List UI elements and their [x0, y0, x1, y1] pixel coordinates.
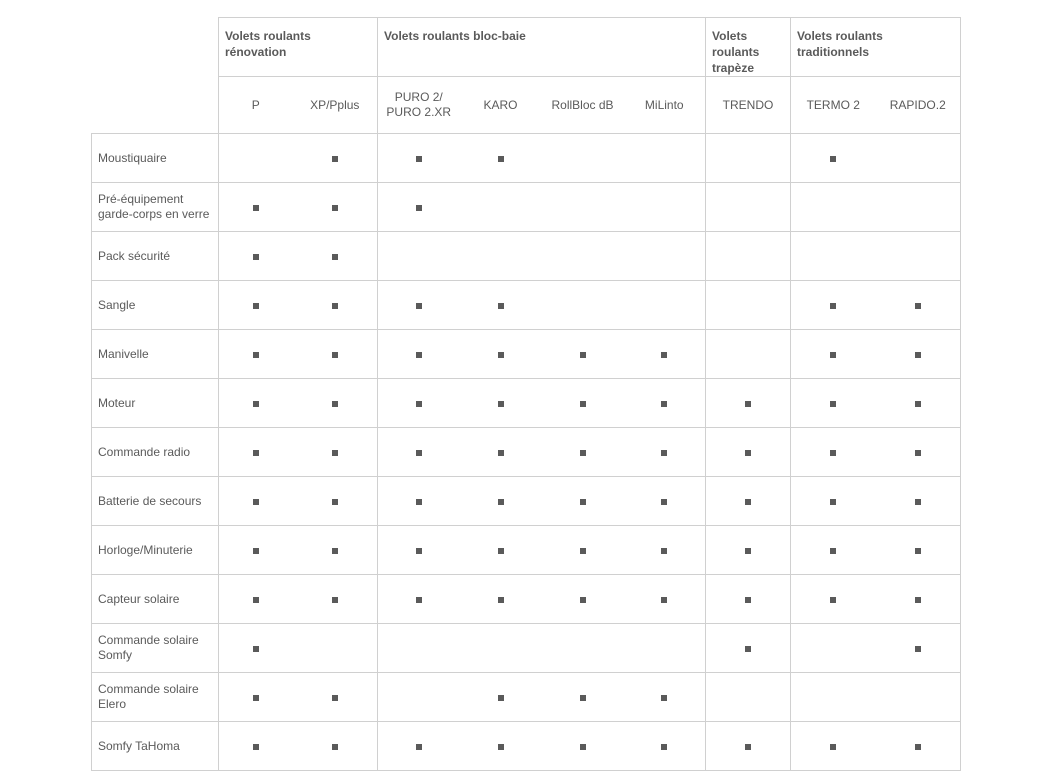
availability-cell: [876, 281, 961, 330]
available-square-icon: [253, 254, 259, 260]
availability-cell: [219, 722, 293, 771]
availability-cell: [293, 232, 378, 281]
available-square-icon: [332, 548, 338, 554]
availability-cell: [706, 722, 791, 771]
available-square-icon: [416, 401, 422, 407]
availability-cell: [791, 379, 876, 428]
product-header: RollBloc dB: [542, 77, 624, 134]
availability-cell: [624, 281, 706, 330]
available-square-icon: [498, 548, 504, 554]
availability-cell: [706, 379, 791, 428]
availability-cell: [542, 379, 624, 428]
available-square-icon: [915, 548, 921, 554]
available-square-icon: [253, 597, 259, 603]
table-row: [92, 624, 961, 673]
availability-cell: [876, 624, 961, 673]
availability-cell: [791, 526, 876, 575]
availability-cell: [293, 330, 378, 379]
availability-cell: [706, 477, 791, 526]
available-square-icon: [830, 548, 836, 554]
availability-cell: [219, 526, 293, 575]
available-square-icon: [830, 597, 836, 603]
availability-cell: [876, 428, 961, 477]
availability-cell: [624, 183, 706, 232]
table-row: [92, 281, 961, 330]
available-square-icon: [580, 744, 586, 750]
availability-cell: [542, 330, 624, 379]
available-square-icon: [915, 744, 921, 750]
table-row: [92, 428, 961, 477]
row-label: Batterie de secours: [92, 477, 219, 526]
availability-cell: [293, 183, 378, 232]
availability-cell: [624, 379, 706, 428]
availability-cell: [706, 134, 791, 183]
available-square-icon: [915, 450, 921, 456]
corner-cell: [92, 77, 219, 134]
product-header: TERMO 2: [791, 77, 876, 134]
available-square-icon: [580, 401, 586, 407]
availability-cell: [378, 330, 460, 379]
available-square-icon: [253, 401, 259, 407]
available-square-icon: [253, 499, 259, 505]
availability-cell: [542, 134, 624, 183]
availability-cell: [791, 624, 876, 673]
availability-cell: [876, 477, 961, 526]
available-square-icon: [498, 450, 504, 456]
available-square-icon: [253, 303, 259, 309]
availability-cell: [624, 134, 706, 183]
availability-cell: [293, 722, 378, 771]
availability-cell: [378, 134, 460, 183]
availability-cell: [293, 477, 378, 526]
availability-cell: [624, 232, 706, 281]
availability-cell: [624, 624, 706, 673]
available-square-icon: [253, 352, 259, 358]
available-square-icon: [830, 744, 836, 750]
availability-cell: [791, 428, 876, 477]
table-row: [92, 232, 961, 281]
available-square-icon: [253, 205, 259, 211]
availability-cell: [219, 183, 293, 232]
product-header: P: [219, 77, 293, 134]
row-label: Sangle: [92, 281, 219, 330]
available-square-icon: [498, 303, 504, 309]
available-square-icon: [661, 450, 667, 456]
availability-cell: [460, 134, 542, 183]
availability-cell: [293, 134, 378, 183]
availability-cell: [791, 183, 876, 232]
availability-cell: [293, 624, 378, 673]
available-square-icon: [253, 548, 259, 554]
availability-cell: [219, 673, 293, 722]
available-square-icon: [830, 352, 836, 358]
availability-cell: [876, 379, 961, 428]
availability-cell: [791, 330, 876, 379]
available-square-icon: [830, 499, 836, 505]
available-square-icon: [332, 156, 338, 162]
availability-cell: [624, 673, 706, 722]
availability-cell: [219, 379, 293, 428]
available-square-icon: [498, 156, 504, 162]
available-square-icon: [253, 646, 259, 652]
availability-cell: [706, 232, 791, 281]
availability-cell: [706, 183, 791, 232]
availability-cell: [624, 722, 706, 771]
availability-cell: [293, 526, 378, 575]
row-label: Moustiquaire: [92, 134, 219, 183]
row-label: Horloge/Minuterie: [92, 526, 219, 575]
available-square-icon: [580, 450, 586, 456]
available-square-icon: [661, 695, 667, 701]
available-square-icon: [661, 499, 667, 505]
product-header-row: [92, 77, 961, 134]
group-header: Volets roulants rénovation: [219, 18, 378, 77]
product-header: KARO: [460, 77, 542, 134]
row-label: Commande solaire Elero: [92, 673, 219, 722]
available-square-icon: [332, 499, 338, 505]
availability-cell: [460, 722, 542, 771]
availability-cell: [293, 575, 378, 624]
available-square-icon: [416, 205, 422, 211]
available-square-icon: [416, 303, 422, 309]
product-header: TRENDO: [706, 77, 791, 134]
availability-cell: [876, 575, 961, 624]
availability-cell: [460, 281, 542, 330]
availability-cell: [706, 624, 791, 673]
available-square-icon: [580, 352, 586, 358]
availability-cell: [378, 624, 460, 673]
available-square-icon: [332, 352, 338, 358]
available-square-icon: [416, 597, 422, 603]
availability-cell: [876, 183, 961, 232]
availability-cell: [542, 281, 624, 330]
availability-cell: [460, 330, 542, 379]
group-header: Volets roulants traditionnels: [791, 18, 961, 77]
availability-cell: [706, 330, 791, 379]
available-square-icon: [580, 597, 586, 603]
availability-cell: [876, 134, 961, 183]
availability-cell: [378, 281, 460, 330]
availability-cell: [791, 575, 876, 624]
availability-cell: [791, 281, 876, 330]
table-row: [92, 526, 961, 575]
availability-cell: [378, 575, 460, 624]
available-square-icon: [332, 303, 338, 309]
available-square-icon: [416, 499, 422, 505]
availability-cell: [542, 428, 624, 477]
group-header-row: [92, 18, 961, 77]
availability-cell: [378, 428, 460, 477]
product-header: MiLinto: [624, 77, 706, 134]
row-label: Pack sécurité: [92, 232, 219, 281]
available-square-icon: [416, 744, 422, 750]
available-square-icon: [915, 597, 921, 603]
table-row: [92, 330, 961, 379]
table-row: [92, 722, 961, 771]
available-square-icon: [745, 744, 751, 750]
table-row: [92, 477, 961, 526]
available-square-icon: [580, 499, 586, 505]
availability-cell: [624, 526, 706, 575]
row-label: Somfy TaHoma: [92, 722, 219, 771]
availability-cell: [791, 722, 876, 771]
available-square-icon: [580, 548, 586, 554]
row-label: Commande radio: [92, 428, 219, 477]
availability-cell: [219, 477, 293, 526]
available-square-icon: [830, 156, 836, 162]
table-row: [92, 379, 961, 428]
availability-cell: [542, 575, 624, 624]
product-header: PURO 2/ PURO 2.XR: [378, 77, 460, 134]
availability-cell: [378, 379, 460, 428]
availability-cell: [706, 575, 791, 624]
availability-cell: [293, 281, 378, 330]
availability-cell: [460, 379, 542, 428]
availability-cell: [378, 526, 460, 575]
available-square-icon: [498, 695, 504, 701]
available-square-icon: [745, 548, 751, 554]
availability-cell: [219, 624, 293, 673]
availability-cell: [624, 477, 706, 526]
availability-cell: [542, 624, 624, 673]
available-square-icon: [332, 695, 338, 701]
availability-cell: [293, 673, 378, 722]
available-square-icon: [830, 303, 836, 309]
availability-cell: [460, 526, 542, 575]
available-square-icon: [745, 499, 751, 505]
available-square-icon: [915, 499, 921, 505]
availability-cell: [542, 526, 624, 575]
product-header: XP/Pplus: [293, 77, 378, 134]
available-square-icon: [498, 352, 504, 358]
row-label: Manivelle: [92, 330, 219, 379]
row-label: Pré-équipement garde-corps en verre: [92, 183, 219, 232]
available-square-icon: [416, 548, 422, 554]
availability-cell: [460, 624, 542, 673]
availability-cell: [460, 232, 542, 281]
availability-cell: [706, 281, 791, 330]
available-square-icon: [745, 401, 751, 407]
availability-cell: [542, 183, 624, 232]
availability-cell: [219, 281, 293, 330]
availability-cell: [876, 722, 961, 771]
available-square-icon: [580, 695, 586, 701]
row-label: Commande solaire Somfy: [92, 624, 219, 673]
row-label: Capteur solaire: [92, 575, 219, 624]
table-row: [92, 134, 961, 183]
table-row: [92, 673, 961, 722]
availability-cell: [219, 428, 293, 477]
availability-cell: [219, 575, 293, 624]
available-square-icon: [661, 352, 667, 358]
table-row: [92, 183, 961, 232]
available-square-icon: [745, 450, 751, 456]
available-square-icon: [745, 646, 751, 652]
available-square-icon: [498, 597, 504, 603]
availability-cell: [791, 134, 876, 183]
availability-cell: [460, 477, 542, 526]
availability-cell: [460, 428, 542, 477]
available-square-icon: [416, 156, 422, 162]
available-square-icon: [661, 548, 667, 554]
available-square-icon: [253, 695, 259, 701]
available-square-icon: [830, 450, 836, 456]
available-square-icon: [253, 744, 259, 750]
available-square-icon: [498, 744, 504, 750]
availability-cell: [293, 379, 378, 428]
availability-cell: [378, 183, 460, 232]
availability-cell: [378, 477, 460, 526]
availability-cell: [542, 477, 624, 526]
available-square-icon: [332, 744, 338, 750]
options-compatibility-table: [91, 17, 961, 771]
available-square-icon: [830, 401, 836, 407]
row-label: Moteur: [92, 379, 219, 428]
availability-cell: [460, 183, 542, 232]
availability-cell: [706, 428, 791, 477]
available-square-icon: [661, 401, 667, 407]
available-square-icon: [915, 646, 921, 652]
available-square-icon: [915, 352, 921, 358]
available-square-icon: [915, 401, 921, 407]
availability-cell: [219, 232, 293, 281]
availability-cell: [791, 673, 876, 722]
product-header: RAPIDO.2: [876, 77, 961, 134]
available-square-icon: [498, 499, 504, 505]
available-square-icon: [332, 254, 338, 260]
available-square-icon: [498, 401, 504, 407]
availability-cell: [624, 428, 706, 477]
availability-cell: [460, 673, 542, 722]
available-square-icon: [332, 401, 338, 407]
availability-cell: [542, 232, 624, 281]
availability-cell: [876, 526, 961, 575]
corner-cell: [92, 18, 219, 77]
group-header: Volets roulants trapèze: [706, 18, 791, 77]
availability-cell: [624, 330, 706, 379]
available-square-icon: [745, 597, 751, 603]
available-square-icon: [332, 450, 338, 456]
availability-cell: [791, 232, 876, 281]
available-square-icon: [332, 205, 338, 211]
availability-cell: [378, 673, 460, 722]
group-header: Volets roulants bloc-baie: [378, 18, 706, 77]
availability-cell: [460, 575, 542, 624]
availability-cell: [624, 575, 706, 624]
availability-cell: [706, 526, 791, 575]
availability-cell: [876, 232, 961, 281]
table-row: [92, 575, 961, 624]
availability-cell: [219, 134, 293, 183]
availability-cell: [876, 673, 961, 722]
available-square-icon: [253, 450, 259, 456]
availability-cell: [542, 722, 624, 771]
available-square-icon: [661, 597, 667, 603]
availability-cell: [378, 232, 460, 281]
available-square-icon: [416, 450, 422, 456]
availability-cell: [542, 673, 624, 722]
availability-cell: [706, 673, 791, 722]
availability-cell: [378, 722, 460, 771]
availability-cell: [293, 428, 378, 477]
availability-cell: [791, 477, 876, 526]
available-square-icon: [915, 303, 921, 309]
available-square-icon: [661, 744, 667, 750]
availability-cell: [219, 330, 293, 379]
availability-cell: [876, 330, 961, 379]
available-square-icon: [332, 597, 338, 603]
available-square-icon: [416, 352, 422, 358]
